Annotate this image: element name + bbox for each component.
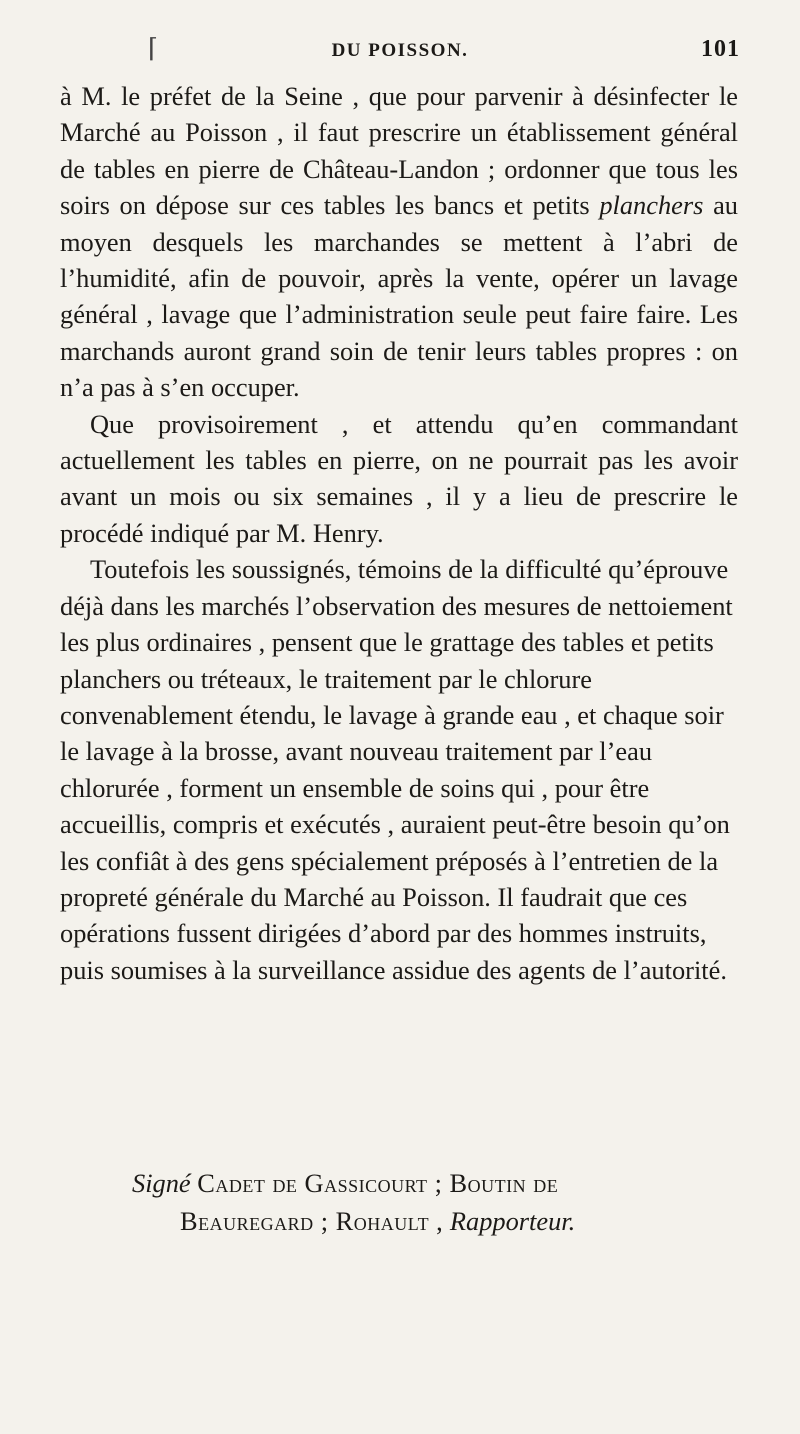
- signatories-2: Beauregard ; Rohault ,: [180, 1206, 444, 1236]
- paragraph-3: Toutefois les soussignés, témoins de la difficulté qu’éprouve déjà dans les marchés l’observation des mesures de nettoiement les plus ordinaires , pensent que le grattage des tables et petits planchers ou tréteaux, le traitement par le chlorure convenablement étendu, le lavage à grande eau , et chaque soir le lavage à la brosse, avant nouveau traitement par l’eau chlorurée , forment un ensemble de soins qui , pour être accueillis, compris et exécutés , auraient peut-être besoin qu’on les confiât à des gens spécialement préposés à l’entretien de la propreté générale du Marché au Poisson. Il faudrait que ces opérations fussent dirigées d’abord par des hommes instruits, puis soumises à la surveillance assidue des agents de l’autorité.: [60, 554, 733, 985]
- paragraph-2: Que provisoirement , et attendu qu’en commandant actuellement les tables en pierre, on ne pourrait pas les avoir avant un mois ou six semaines , il y a lieu de prescrire le procédé indiqué par M. Henry.: [60, 408, 738, 548]
- italic-word: planchers: [599, 190, 704, 221]
- page-number: 101: [701, 36, 740, 62]
- signature-line-2: [60, 1202, 750, 1240]
- paragraph-1: à M. le préfet de la Seine , que pour parvenir à désinfecter le Marché au Poisson , il faut prescrire un établissement général de tables en pierre de Château-Landon ; ordonner que tous les soirs on dépose sur ces tables les bancs et petits planchers au moyen desquels les marchandes se mettent à l’abri de l’humidité, afin de pouvoir, après la vente, opérer un lavage général , lavage que l’administration seule peut faire faire. Les marchands auront grand soin de tenir leurs tables propres : on n’a pas à s’en occuper.: [60, 81, 738, 403]
- running-title: DU POISSON.: [331, 40, 469, 61]
- signe-label: Signé: [132, 1168, 191, 1198]
- signature-line-1: [60, 1164, 750, 1202]
- signatories-1: Cadet de Gassicourt ; Boutin de: [197, 1168, 559, 1198]
- signature-block: [60, 1164, 750, 1240]
- bracket-mark: ⌈: [148, 34, 159, 63]
- body-text: [60, 78, 738, 988]
- page-header: [60, 34, 740, 64]
- rapporteur-label: Rapporteur.: [449, 1206, 576, 1236]
